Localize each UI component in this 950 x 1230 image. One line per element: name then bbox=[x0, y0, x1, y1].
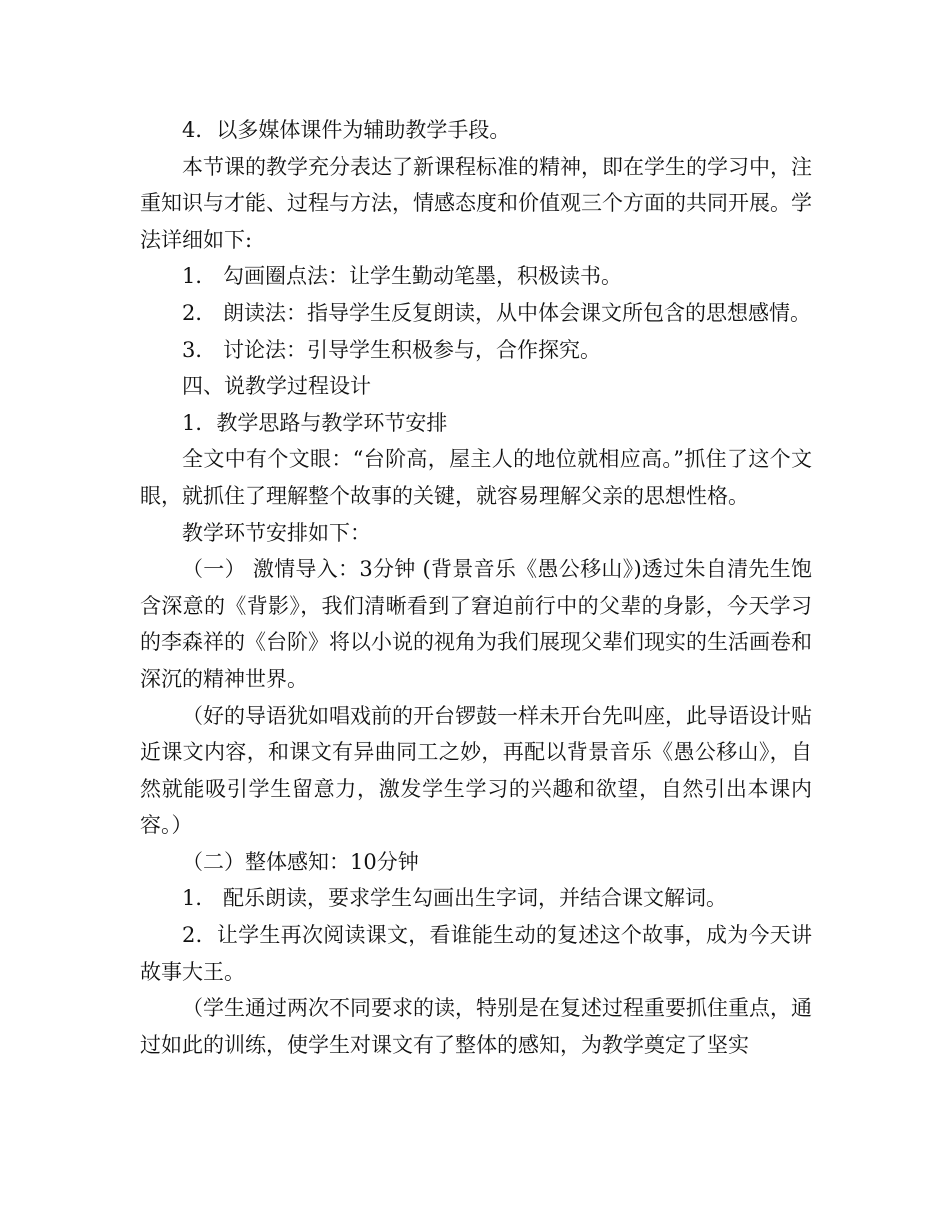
paragraph-method-annotation: 1． 勾画圈点法：让学生勤动笔墨，积极读书。 bbox=[182, 264, 623, 289]
paragraph-key-phrase: 全文中有个文眼：“台阶高，屋主人的地位就相应高。”抓住了这个文眼，就抓住了理解整个故事的关键，就容易理解父亲的思想性格。 bbox=[140, 447, 812, 508]
paragraph-method-discussion: 3． 讨论法：引导学生积极参与，合作探究。 bbox=[182, 337, 602, 362]
paragraph-introduction-comment: （好的导语犹如唱戏前的开台锣鼓一样未开台先叫座，此导语设计贴近课文内容，和课文有异曲同工之妙，再配以背景音乐《愚公移山》，自然就能吸引学生留意力，激发学生学习的兴趣和欲望，自然引出本课内容。） bbox=[140, 703, 812, 838]
paragraph-music-reading: 1． 配乐朗读，要求学生勾画出生字词，并结合课文解词。 bbox=[182, 886, 728, 911]
section-heading-process-design: 四、说教学过程设计 bbox=[182, 374, 371, 399]
paragraph-multimedia-aid: 4．以多媒体课件为辅助教学手段。 bbox=[182, 118, 511, 142]
paragraph-steps-intro: 教学环节安排如下： bbox=[182, 520, 371, 545]
paragraph-perception-comment: （学生通过两次不同要求的读，特别是在复述过程重要抓住重点，通过如此的训练，使学生对课文有了整体的感知，为教学奠定了坚实 bbox=[140, 996, 812, 1057]
paragraph-step-introduction: （一） 激情导入：3分钟 (背景音乐《愚公移山》)透过朱自清先生饱含深意的《背影》，我们清晰看到了窘迫前行中的父辈的身影，今天学习的李森祥的《台阶》将以小说的视角为我们展现父辈们现实的生活画卷和深沉的精神世界。 bbox=[140, 557, 812, 691]
paragraph-method-reading: 2． 朗读法：指导学生反复朗读，从中体会课文所包含的思想感情。 bbox=[182, 300, 812, 325]
document-body bbox=[140, 112, 812, 1063]
paragraph-curriculum-spirit: 本节课的教学充分表达了新课程标准的精神，即在学生的学习中，注重知识与才能、过程与方法，情感态度和价值观三个方面的共同开展。学法详细如下: bbox=[140, 154, 812, 252]
paragraph-step-overall-perception: （二）整体感知：10分钟 bbox=[182, 849, 419, 874]
paragraph-retelling: 2．让学生再次阅读课文，看谁能生动的复述这个故事，成为今天讲故事大王。 bbox=[140, 923, 812, 984]
subheading-teaching-arrangement: 1．教学思路与教学环节安排 bbox=[182, 410, 448, 435]
